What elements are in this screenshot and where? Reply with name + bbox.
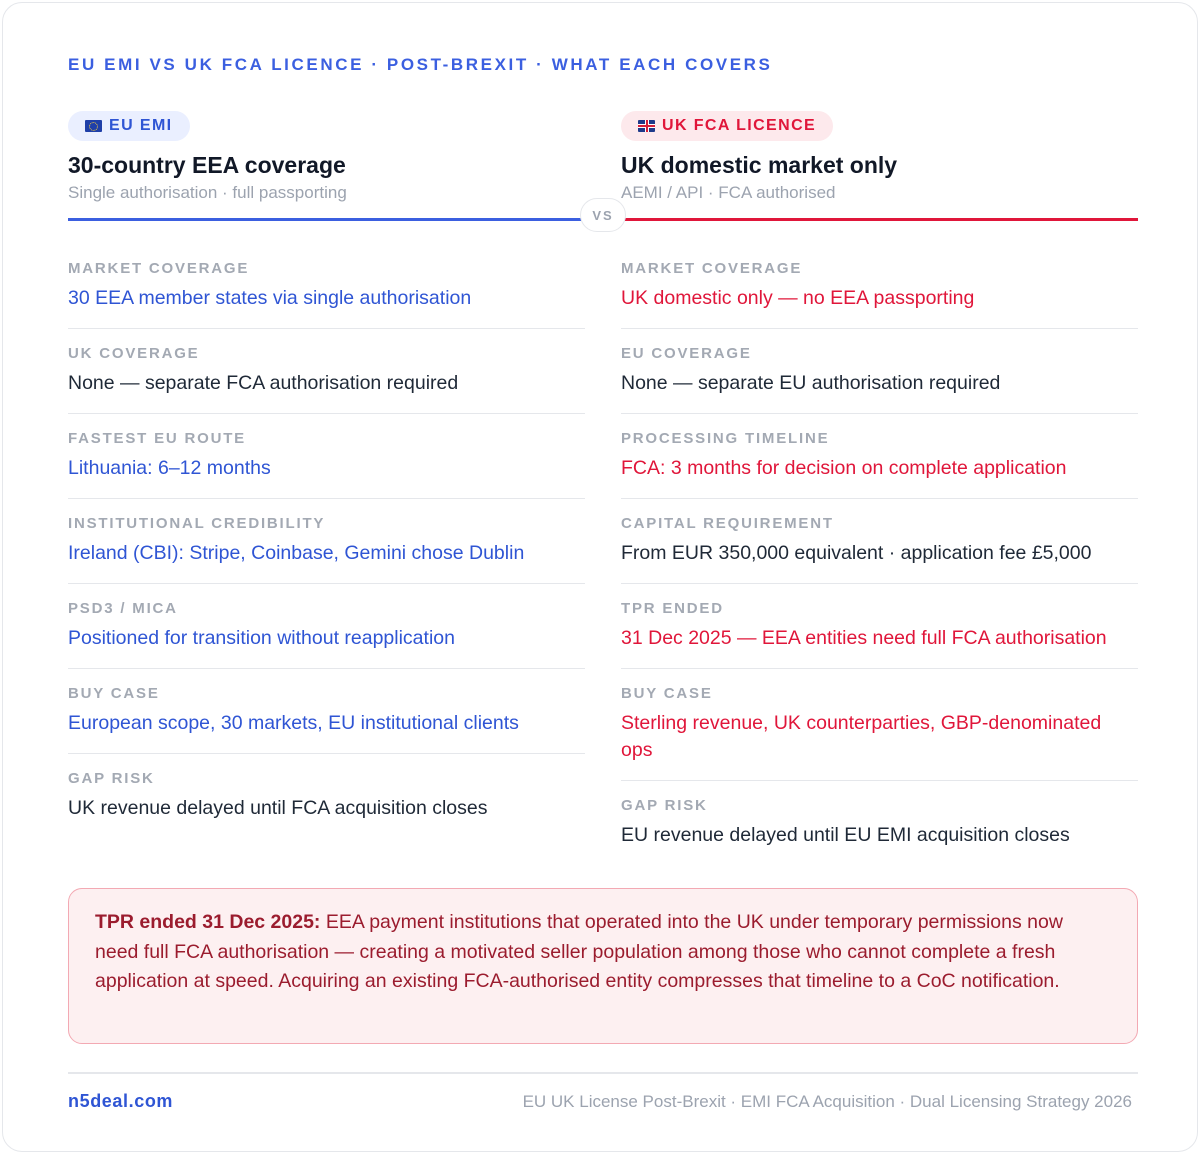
eu-row-uk-coverage [68, 329, 585, 414]
uk-row-capital-requirement [621, 499, 1138, 584]
row-label: TPR ENDED [621, 600, 724, 617]
row-label: PSD3 / MICA [68, 600, 178, 617]
row-label: GAP RISK [621, 797, 708, 814]
row-value: UK revenue delayed until FCA acquisition closes [68, 797, 488, 819]
row-value: Sterling revenue, UK counterparties, GBP-denominated ops [621, 712, 1102, 761]
uk-attribute-list [621, 244, 1138, 865]
eu-column-title: 30-country EEA coverage [68, 152, 346, 178]
eu-row-fastest-route [68, 414, 585, 499]
row-label: INSTITUTIONAL CREDIBILITY [68, 515, 326, 532]
row-value: Positioned for transition without reapplication [68, 627, 455, 649]
row-label: MARKET COVERAGE [68, 260, 250, 277]
row-value: FCA: 3 months for decision on complete application [621, 457, 1067, 479]
uk-row-market-coverage [621, 244, 1138, 329]
note-body: EEA payment institutions that operated into the UK under temporary permissions now need full FCA authorisation — creating a motivated seller population among those who cannot complete a fresh application at speed. Acquiring an existing FCA-authorised entity compresses that timeline to a CoC notification. [95, 911, 1063, 992]
row-label: EU COVERAGE [621, 345, 752, 362]
row-label: MARKET COVERAGE [621, 260, 803, 277]
uk-row-buy-case [621, 669, 1138, 781]
eu-flag-icon [85, 120, 102, 132]
footer-site-link[interactable]: n5deal.com [68, 1091, 174, 1111]
page-eyebrow: EU EMI VS UK FCA LICENCE · POST-BREXIT · WHAT EACH COVERS [68, 55, 773, 74]
row-value: European scope, 30 markets, EU institutional clients [68, 712, 519, 734]
note-lead: TPR ended 31 Dec 2025: [95, 911, 321, 933]
uk-row-gap-risk [621, 781, 1138, 865]
eu-row-psd3-mica [68, 584, 585, 669]
row-value: 31 Dec 2025 — EEA entities need full FCA authorisation [621, 627, 1107, 649]
eu-row-credibility [68, 499, 585, 584]
eu-emi-badge [68, 111, 190, 141]
row-label: BUY CASE [621, 685, 713, 702]
comparison-card [2, 2, 1198, 1152]
uk-row-tpr-ended [621, 584, 1138, 669]
uk-fca-badge [621, 111, 833, 141]
eu-accent-rule [68, 218, 588, 221]
row-value: EU revenue delayed until EU EMI acquisition closes [621, 824, 1070, 846]
row-value: Ireland (CBI): Stripe, Coinbase, Gemini chose Dublin [68, 542, 525, 564]
eu-column-header [68, 111, 585, 206]
footer-divider [68, 1072, 1138, 1074]
row-value: None — separate EU authorisation required [621, 372, 1001, 394]
row-value: None — separate FCA authorisation required [68, 372, 459, 394]
footer-tags: EU UK License Post-Brexit · EMI FCA Acquisition · Dual Licensing Strategy 2026 [522, 1092, 1132, 1111]
row-label: PROCESSING TIMELINE [621, 430, 830, 447]
uk-column-title: UK domestic market only [621, 152, 898, 178]
row-label: FASTEST EU ROUTE [68, 430, 246, 447]
uk-row-eu-coverage [621, 329, 1138, 414]
uk-column-header [621, 111, 1138, 206]
eu-row-buy-case [68, 669, 585, 754]
row-value: Lithuania: 6–12 months [68, 457, 271, 479]
row-label: CAPITAL REQUIREMENT [621, 515, 834, 532]
uk-column-subtitle: AEMI / API · FCA authorised [621, 183, 836, 202]
row-label: GAP RISK [68, 770, 155, 787]
uk-row-processing-timeline [621, 414, 1138, 499]
eu-badge-label: EU EMI [109, 117, 173, 134]
uk-accent-rule [618, 218, 1138, 221]
row-value: 30 EEA member states via single authorisation [68, 287, 472, 309]
row-value: From EUR 350,000 equivalent · application fee £5,000 [621, 542, 1092, 564]
eu-column-subtitle: Single authorisation · full passporting [68, 183, 347, 202]
eu-attribute-list [68, 244, 585, 838]
uk-badge-label: UK FCA LICENCE [662, 117, 817, 134]
vs-divider-badge: VS [580, 198, 626, 232]
row-label: BUY CASE [68, 685, 160, 702]
uk-flag-icon [638, 120, 655, 132]
row-value: UK domestic only — no EEA passporting [621, 287, 975, 309]
eu-row-gap-risk [68, 754, 585, 838]
eu-row-market-coverage [68, 244, 585, 329]
tpr-callout-note [68, 888, 1138, 1044]
row-label: UK COVERAGE [68, 345, 200, 362]
